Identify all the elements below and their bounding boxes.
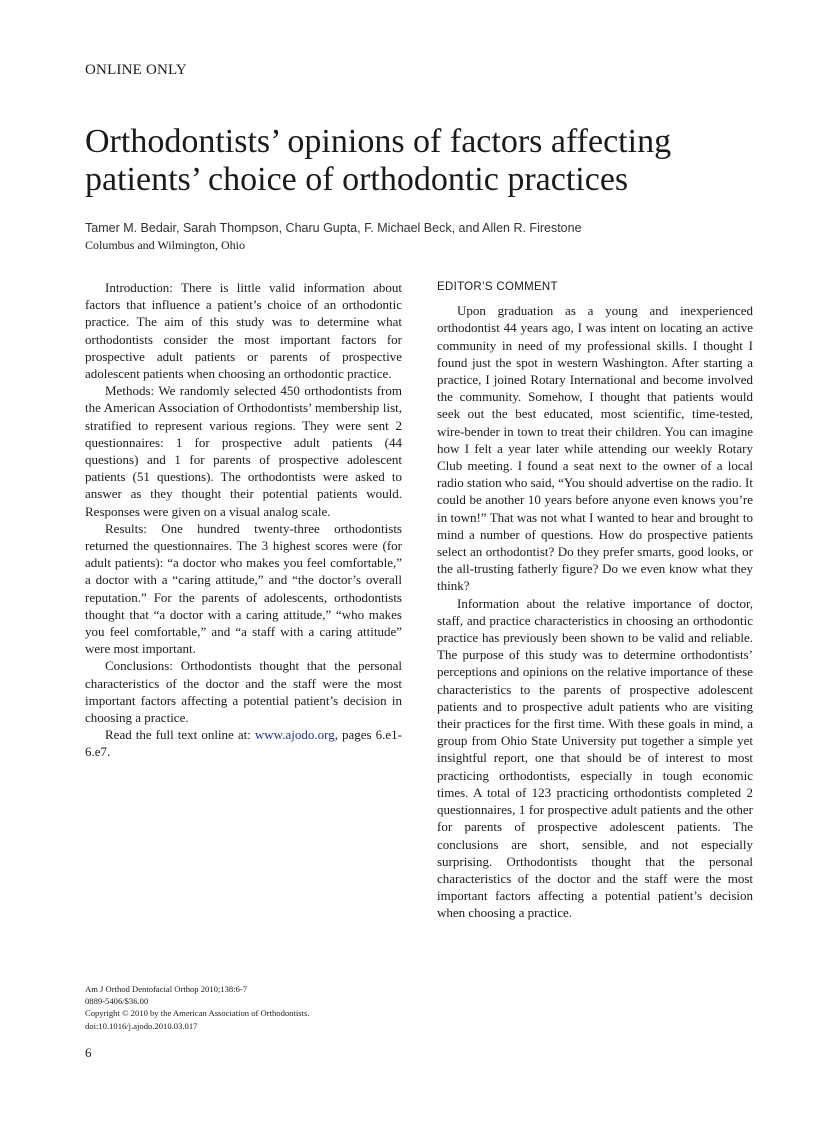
editor-comment-paragraph-2: Information about the relative importance of doctor, staff, and practice characteristics in choosing an orthodontic practice has previously been shown to be valid and reliable. The purpose of this study was to determine orthodontists’ perceptions and opinions on the relative importance of these characteristics to the parents of prospective adolescent patients and to prospective adult patients who are visiting their practices for the first time. With these goals in mind, a group from Ohio State University put together a simple yet insightful report, one that should be of interest to most practicing orthodontists, especially in tough economic times. A total of 123 practicing orthodontists completed 2 questionnaires, 1 for prospective adult patients and the other for parents of prospective adolescent patients. The conclusions are short, sensible, and not especially surprising. Orthodontists thought that the personal characteristics of the doctor and the staff were the most important factors affecting a potential patient’s decision when choosing a practice. [437, 595, 753, 921]
copyright-notice: Copyright © 2010 by the American Association of Orthodontists. [85, 1008, 310, 1019]
doi: doi:10.1016/j.ajodo.2010.03.017 [85, 1020, 198, 1031]
abstract-column [85, 279, 402, 761]
article-title: Orthodontists’ opinions of factors affecting patients’ choice of orthodontic practices [85, 123, 672, 198]
journal-citation: Am J Orthod Dentofacial Orthop 2010;138:6-7 [85, 984, 248, 994]
editor-comment-heading: EDITOR’S COMMENT [437, 281, 558, 293]
issn-price: 0889-5406/$36.00 [85, 996, 149, 1007]
editor-comment-column [437, 279, 753, 922]
affiliation: Columbus and Wilmington, Ohio [85, 238, 245, 252]
page-number: 6 [85, 1045, 92, 1060]
abstract-results: Results: One hundred twenty-three orthodontists returned the questionnaires. The 3 highest scores were (for adult patients): “a doctor who makes you feel comfortable,” a doctor with a “caring attitude,” and “the doctor’s overall reputation.” For the parents of adolescents, orthodontists thought that “a doctor with a caring attitude,” “who makes you feel comfortable,” and “a staff with a caring attitude” were most important. [85, 520, 402, 657]
author-list: Tamer M. Bedair, Sarah Thompson, Charu Gupta, F. Michael Beck, and Allen R. Firestone [85, 221, 582, 235]
section-label: ONLINE ONLY [85, 62, 187, 78]
citation-footer [85, 983, 309, 1032]
ajodo-link[interactable]: www.ajodo.org [254, 727, 335, 743]
abstract-introduction: Introduction: There is little valid information about factors that influence a patient’s choice of an orthodontic practice. The aim of this study was to determine what orthodontists consider the most important factors for prospective adult patients or parents of prospective adolescent patients when choosing an orthodontic practice. [85, 280, 402, 382]
read-prefix: Read the full text online at: [105, 727, 255, 743]
editor-comment-paragraph-1: Upon graduation as a young and inexperienced orthodontist 44 years ago, I was intent on locating an active community in need of my professional skills. I thought I found just the spot in western Washington. After starting a practice, I joined Rotary International and become involved the community. Somehow, I thought that patients would seek out the best educated, most scientific, time-tested, wire-bender in town to treat their children. You can imagine how I felt a year later while attending our weekly Rotary Club meeting. I found a seat next to the owner of a local radio station who said, “You should advertise on the radio. It could be another 10 years before anyone even knows you’re in town!” That was not what I wanted to hear and brought to mind a number of questions. How do prospective patients select an orthodontist? Do they prefer smarts, good looks, or the all-trusting fatherly figure? Do we even know what they think? [437, 303, 753, 594]
abstract-conclusions: Conclusions: Orthodontists thought that the personal characteristics of the doctor and the staff were the most important factors affecting a potential patient’s decision in choosing a practice. [85, 658, 402, 726]
abstract-methods: Methods: We randomly selected 450 orthodontists from the American Association of Orthodontists’ membership list, stratified to represent various regions. They were sent 2 questionnaires: 1 for prospective adult patients (44 questions) and 1 for parents of prospective adolescent patients (51 questions). The orthodontists were asked to answer as they thought their potential patients would. Responses were given on a visual analog scale. [85, 383, 402, 519]
read-online-note [85, 726, 402, 760]
read-suffix: , pages 6.e1-6.e7. [85, 727, 402, 760]
